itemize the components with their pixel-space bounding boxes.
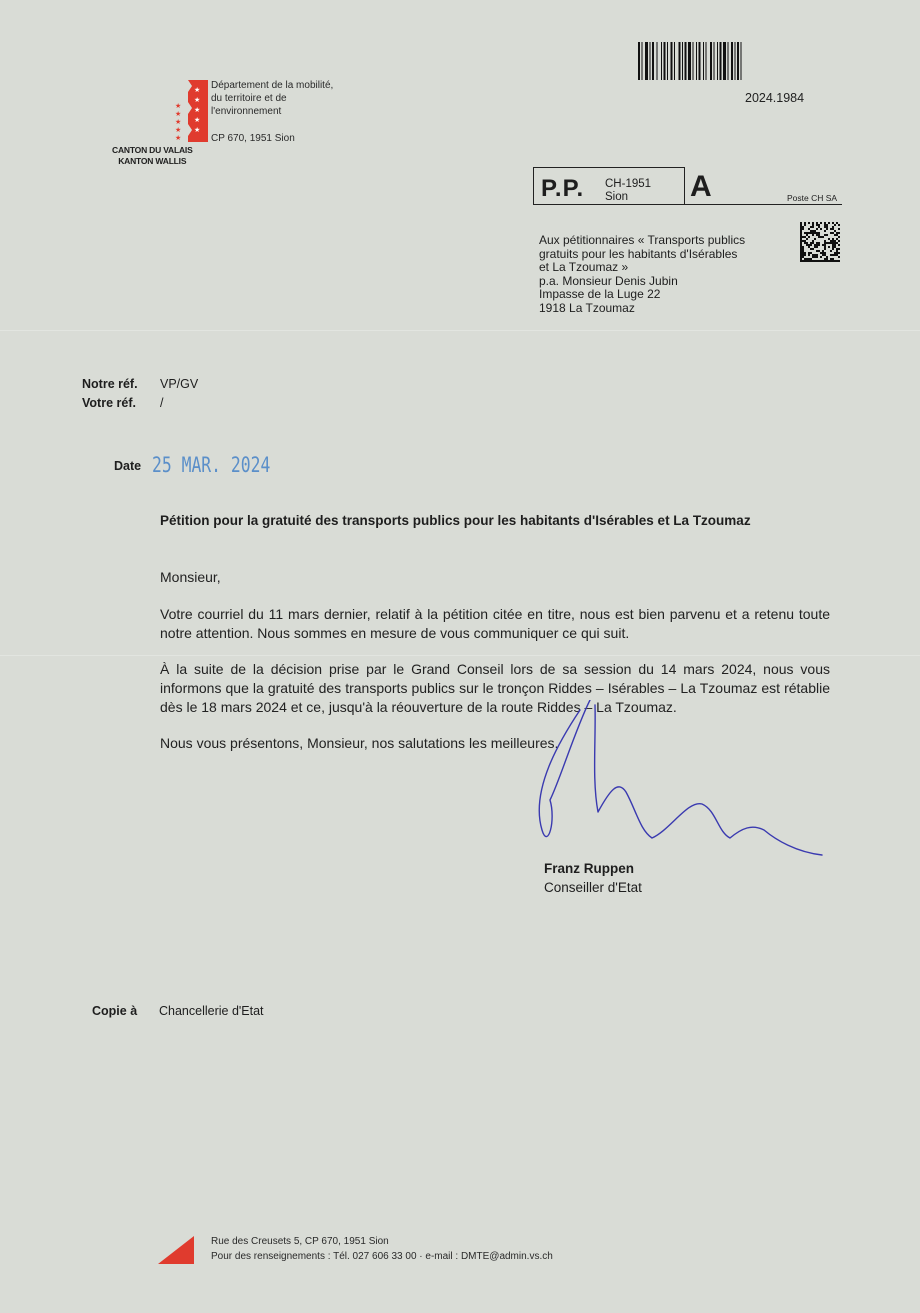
your-reference-value: / [160, 396, 164, 410]
svg-text:★: ★ [194, 96, 201, 104]
signatory-title: Conseiller d'Etat [544, 880, 642, 895]
letter-subject: Pétition pour la gratuité des transports publics pour les habitants d'Isérables et La Tzoumaz [160, 513, 751, 528]
barcode [638, 42, 828, 80]
svg-text:★: ★ [175, 118, 182, 126]
footer-contact-line: Pour des renseignements : Tél. 027 606 33 00 · e-mail : DMTE@admin.vs.ch [211, 1251, 553, 1262]
date-label: Date [114, 459, 142, 473]
postage-underline [685, 204, 842, 205]
copy-label: Copie à [92, 1004, 138, 1018]
canton-valais-logo [168, 78, 210, 144]
footer-address: Rue des Creusets 5, CP 670, 1951 Sion [211, 1236, 389, 1247]
date-stamp: 25 MAR. 2024 [152, 453, 271, 477]
svg-text:★: ★ [194, 126, 201, 134]
copy-recipient: Chancellerie d'Etat [159, 1004, 264, 1018]
postage-carrier: Poste CH SA [787, 193, 838, 203]
closing-paragraph: Nous vous présentons, Monsieur, nos salutations les meilleures. [160, 735, 559, 751]
address-line: Impasse de la Luge 22 [539, 287, 661, 302]
canton-name [112, 145, 193, 167]
department-line: l'environnement [211, 106, 282, 117]
handwritten-signature [520, 700, 840, 870]
svg-text:★: ★ [175, 110, 182, 118]
your-reference-label: Votre réf. [82, 396, 136, 410]
svg-text:★: ★ [194, 86, 201, 94]
canton-line: CANTON DU VALAIS [112, 145, 193, 155]
svg-text:★: ★ [175, 102, 182, 110]
svg-text:★: ★ [194, 106, 201, 114]
postage-class: A [690, 170, 712, 203]
salutation: Monsieur, [160, 569, 221, 585]
postage-location-line: CH-1951 [605, 178, 652, 190]
paper-fold [0, 330, 920, 331]
address-line: Aux pétitionnaires « Transports publics [539, 233, 746, 247]
body-paragraph: À la suite de la décision prise par le Grand Conseil lors de sa session du 14 mars 2024, nous vous informons que la gratuité des transports publics sur le tronçon Riddes – Isérables – La Tzoumaz est rétablie dès le 18 mars 2024 et ce, jusqu'à la réouverture de la route Riddes – La Tzoumaz. [160, 661, 830, 715]
paper-fold [0, 655, 920, 656]
datamatrix-code [800, 222, 840, 262]
signatory-name: Franz Ruppen [544, 861, 634, 876]
footer-contact [211, 1234, 553, 1264]
address-line: 1918 La Tzoumaz [539, 300, 635, 315]
department-name [211, 79, 361, 118]
canton-line: KANTON WALLIS [118, 156, 187, 166]
postage-location-line: Sion [605, 191, 629, 203]
department-postal-address: CP 670, 1951 Sion [211, 133, 295, 144]
svg-text:★: ★ [175, 134, 182, 142]
our-reference-value: VP/GV [160, 377, 199, 391]
document-number: 2024.1984 [745, 91, 805, 105]
department-line: Département de la mobilité, [211, 80, 334, 91]
svg-text:★: ★ [194, 116, 201, 124]
postage-location [605, 178, 651, 204]
footer-red-triangle-icon [158, 1236, 194, 1264]
body-paragraph: Votre courriel du 11 mars dernier, relatif à la pétition citée en titre, nous est bien parvenu et a retenu toute notre attention. Nous sommes en mesure de vous communiquer ce qui suit. [160, 606, 830, 641]
address-line: gratuits pour les habitants d'Isérables [539, 246, 738, 261]
address-line: et La Tzoumaz » [539, 260, 629, 275]
department-line: du territoire et de [211, 93, 287, 104]
recipient-address [539, 234, 745, 316]
our-reference-label: Notre réf. [82, 377, 138, 391]
postage-pp: P.P. [541, 175, 585, 202]
svg-text:★: ★ [175, 126, 182, 134]
address-line: p.a. Monsieur Denis Jubin [539, 273, 678, 288]
